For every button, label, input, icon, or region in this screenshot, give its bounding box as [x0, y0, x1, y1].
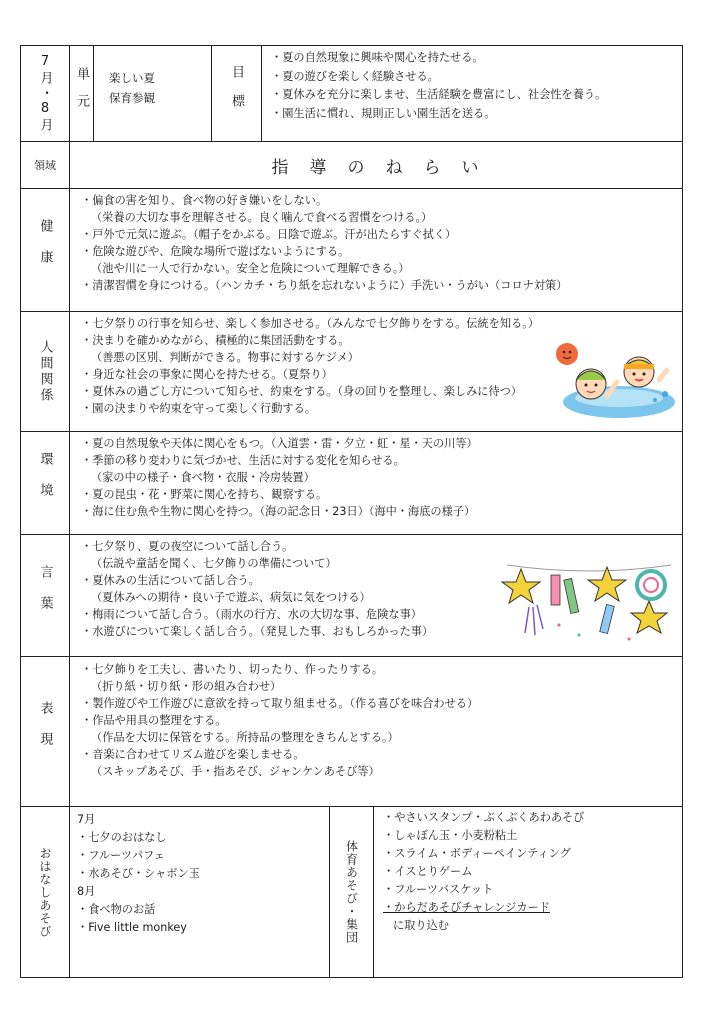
- aim-line: （家の中の様子・食べ物・衣服・冷房装置）: [91, 471, 315, 484]
- star-icon: [588, 567, 626, 601]
- bottom-section: [21, 807, 682, 977]
- ohanashi-line: ・七夕のおはなし: [77, 831, 167, 844]
- ohanashi-line: 8月: [77, 885, 96, 898]
- section-kenko: [21, 189, 682, 312]
- aim-line: （善悪の区別、判断ができる。物事に対するケジメ）: [91, 351, 359, 364]
- taiiku-line: ・イスとりゲーム: [383, 865, 473, 878]
- unit-line: 楽しい夏: [109, 71, 155, 85]
- aim-line: （池や川に一人で行かない。安全と危険について理解できる。）: [91, 262, 410, 275]
- aim-line: ・七夕飾りを工夫し、書いたり、切ったり、作ったりする。: [81, 663, 384, 676]
- aim-line: ・作品や用具の整理をする。: [81, 714, 227, 727]
- aim-line: ・季節の移り変わりに気づかせ、生活に対する変化を知らせる。: [81, 454, 405, 467]
- aim-line: ・製作遊びや工作遊びに意欲を持って取り組ませる。（作る喜びを味合わせる）: [81, 697, 479, 710]
- aim-line: ・偏食の害を知り、食べ物の好き嫌いをしない。: [81, 194, 328, 207]
- aim-line: ・水遊びについて楽しく話し合う。（発見した事、おもしろかった事）: [81, 625, 434, 638]
- area-label: 領域: [34, 159, 56, 172]
- aim-line: （伝説や童話を聞く、七夕飾りの準備について）: [91, 557, 337, 570]
- aim-line: （折り紙・切り紙・形の組み合わせ）: [91, 680, 282, 693]
- section-label: 人間関係: [37, 339, 53, 404]
- star-icon: [502, 569, 540, 603]
- month-label: 7月・8月: [37, 54, 53, 133]
- section-label: 健康: [37, 219, 53, 281]
- aim-line: ・清潔習慣を身につける。（ハンカチ・ちり紙を忘れないように）手洗い・うがい（コロナ対策）: [81, 279, 568, 292]
- taiiku-line: ・フルーツバスケット: [383, 883, 494, 896]
- aim-line: （スキップあそび、手・指あそび、ジャンケンあそび等）: [91, 765, 380, 778]
- sun-icon: [556, 343, 578, 365]
- aim-line: ・音楽に合わせてリズム遊びを楽しませる。: [81, 748, 305, 761]
- aim-line: ・危険な遊びや、危険な場所で遊ばないようにする。: [81, 245, 350, 258]
- taiiku-line: に取り込む: [393, 919, 449, 932]
- goal-item: ・夏休みを充分に楽しませ、生活経験を豊富にし、社会性を養う。: [271, 88, 607, 101]
- aim-line: ・戸外で元気に遊ぶ。（帽子をかぶる。日陰で遊ぶ。汗が出たらすぐ拭く）: [81, 228, 457, 241]
- aim-line: ・夏の昆虫・花・野菜に関心を持ち、観察する。: [81, 488, 328, 501]
- section-kankyo: [21, 432, 682, 535]
- aim-line: ・七夕祭り、夏の夜空について話し合う。: [81, 540, 294, 553]
- aim-line: （夏休みへの期待・良い子で遊ぶ、病気に気をつける）: [91, 591, 371, 604]
- aim-line: ・梅雨について話し合う。（雨水の行方、水の大切な事、危険な事）: [81, 608, 422, 621]
- aim-line: ・海に住む魚や生物に関心を持つ。（海の記念日・23日）（海中・海底の様子）: [81, 505, 476, 518]
- star-icon: [631, 601, 667, 633]
- tanabata-stars-illustration: [499, 555, 679, 647]
- taiiku-line: ・やさいスタンプ・ぶくぶくあわあそび: [383, 811, 585, 824]
- unit-line: 保育参観: [109, 91, 155, 105]
- aim-line: ・夏休みの生活について話し合う。: [81, 574, 260, 587]
- goal-item: ・園生活に慣れ、規則正しい園生活を送る。: [271, 106, 496, 120]
- section-label: 環境: [37, 452, 53, 514]
- section-label: 表現: [37, 700, 53, 763]
- section-kotoba: [21, 535, 682, 657]
- goal-item: ・夏の自然現象に興味や関心を持たせる。: [271, 51, 484, 64]
- aim-line: （作品を大切に保管をする。所持品の整理をきちんとする。）: [91, 731, 399, 744]
- taiiku-line: ・スライム・ボディーペインティング: [383, 847, 571, 860]
- title-row: [21, 142, 682, 189]
- aim-line: ・園の決まりや約束を守って楽しく行動する。: [81, 402, 316, 415]
- aim-line: ・夏の自然現象や天体に関心をもつ。（入道雲・雷・夕立・虹・星・天の川等）: [81, 437, 478, 450]
- taiiku-label: 体育あそび・集団: [344, 840, 359, 944]
- goal-label: 目標: [229, 64, 244, 123]
- aim-line: ・七夕祭りの行事を知らせ、楽しく参加させる。（みんなで七夕飾りをする。伝統を知る。）: [81, 317, 540, 330]
- ohanashi-line: ・水あそび・シャボン玉: [77, 867, 200, 880]
- ohanashi-label: おはなしあそび: [38, 846, 52, 938]
- section-ningen: [21, 312, 682, 432]
- page-title: 指 導 の ね ら い: [271, 157, 481, 178]
- goal-item: ・夏の遊びを楽しく経験させる。: [271, 69, 439, 83]
- ohanashi-line: ・フルーツパフェ: [77, 849, 165, 862]
- unit-label: 単元: [74, 66, 89, 121]
- aim-line: ・身近な社会の事象に関心を持たせる。（夏祭り）: [81, 368, 333, 381]
- section-hyogen: [21, 657, 682, 807]
- aim-line: （栄養の大切な事を理解させる。良く噛んで食べる習慣をつける。）: [91, 211, 433, 224]
- ohanashi-line: ・Five little monkey: [77, 921, 187, 934]
- swimming-children-illustration: [547, 334, 677, 422]
- taiiku-line: ・からだあそびチャレンジカード: [383, 901, 550, 914]
- taiiku-line: ・しゃぼん玉・小麦粉粘土: [383, 829, 518, 842]
- section-label: 言葉: [37, 564, 53, 627]
- header-row: [21, 46, 682, 142]
- ohanashi-line: 7月: [77, 813, 96, 826]
- ohanashi-line: ・食べ物のお話: [77, 903, 156, 916]
- aim-line: ・夏休みの過ごし方について知らせ、約束をする。（身の回りを整理し、楽しみに待つ）: [81, 385, 523, 398]
- curriculum-sheet: [20, 45, 683, 978]
- aim-line: ・決まりを確かめながら、積極的に集団活動をする。: [81, 334, 350, 347]
